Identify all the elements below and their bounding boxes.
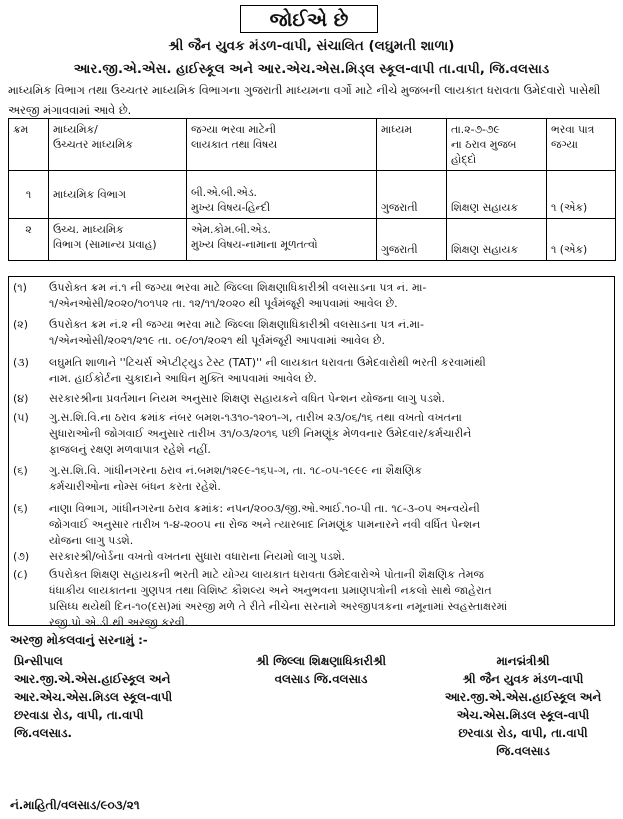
cell-qualification: એમ.કોમ.બી.એડ. મુખ્ય વિષય-નામાના મૂળતત્વો — [187, 219, 377, 261]
cell-sr: ૨ — [9, 219, 49, 261]
table-row — [9, 171, 616, 219]
col-header-department: માધ્યમિક/ ઉચ્ચતર માધ્યમિક — [49, 119, 187, 171]
page-title: જોઈએ છે — [240, 5, 378, 33]
col-header-sr: ક્રમ — [9, 119, 49, 171]
cell-qualification: બી.એ.બી.એડ. મુખ્ય વિષય-હિન્દી — [187, 171, 377, 219]
terms-list: (૧) ઉપરોક્ત ક્રમ નં.૧ ની જગ્યા ભરવા માટે જિલ્લા શિક્ષણાધિકારીશ્રી વલસાડના પત્ર નં. મા- ૧/એનઓસી/૨૦૨૦/૧૦૧૫૨ તા. ૧૨/૧૧/૨૦૨૦ થી પૂર્વમંજૂરી આપવામાં આવેલ છે. (૨) ઉપરોક્ત ક્રમ નં.૨ ની જગ્યા ભરવા માટે જિલ્લા શિક્ષણાધિકારીશ્રી વલસાડના પત્ર નં.મા- ૧/એનઓસી/૨૦૨૧/૨૧૯ તા. ૦૯/૦૧/૨૦૨૧ થી પૂર્વમંજૂરી આપવામાં આવેલ છે. (૩) લઘુમતિ શાળાને ''ટિચર્સ એપ્ટીટ્યુડ ટેસ્ટ (TAT)'' ની લાયકાત ધરાવતા ઉમેદવારોથી ભરતી કરવામાંથી નામ. હાઈકોર્ટના ચુકાદાને આધિન મુક્તિ આપવામાં આવેલ છે. (૪) સરકારશ્રીના પ્રવર્તમાન નિયમ અનુસાર શિક્ષણ સહાયકને વધિત પેન્શન યોજના લાગુ પડશે. (૫) ગુ.સ.શિ.વિ.ના ઠરાવ ક્રમાંક નંબર બમશ-૧૩૧૦-૧૨૦૧-ગ, તારીખ ૨૩/૦૬/૧૬ તથા વખતો વખતના સુધારાઓની જોગવાઈ અનુસાર તારીખ ૩૧/૦૩/૨૦૧૬ પછી નિમણૂંક મેળવનાર ઉમેદવાર/કર્મચારીને ફાજલનું રક્ષણ મળવાપાત્ર રહેશે નહીં. (૬) ગુ.સ.શિ.વિ. ગાંધીનગરના ઠરાવ નં.બમશ/૧૨૯૯-૧૬૫-ગ, તા. ૧૮-૦૫-૧૯૯૯ ના શૈક્ષણિક કર્મચારીઓના નોમ્સ બંધન કરતા રહેશે. (૬) નાણા વિભાગ, ગાંધીનગરના ઠરાવ ક્રમાંક: નપન/૨૦૦૩/જી.ઓ.આઈ.૧૦-પી તા. ૧૮-૩-૦૫ અન્વયેની જોગવાઈ અનુસાર તારીખ ૧-૪-૨૦૦૫ ના રોજ અને ત્યારબાદ નિમણૂંક પામનારને નવી વર્ધિત પેન્શન યોજના લાગુ પડશે. (૭) સરકારશ્રી/બોર્ડના વખતો વખતના સુધારા વધારાના નિયમો લાગુ પડશે. (૮) ઉપરોક્ત શિક્ષણ સહાયકની ભરતી માટે યોગ્ય લાયકાત ધરાવતા ઉમેદવારોએ પોતાની શૈક્ષણિક તેમજ ધંધાકીય લાયકાતના ગુણપત્ર તથા વિશિષ્ટ કૌશલ્ય અને અનુભવના પ્રમાણપત્રોની નકલો સાથે જાહેરાત પ્રસિધ્ધ થયેથી દિન-૧૦(દસ)માં અરજી મળે તે રીતે નીચેના સરનામે અરજીપત્રકના નમૂનામાં સ્વહસ્તાક્ષરમાં રજી.પો.એ.ડી.થી અરજી કરવી. — [8, 276, 615, 626]
school-line: આર.જી.એ.એસ. હાઈસ્કૂલ અને આર.એચ.એસ.મિડ્લ સ્કૂલ-વાપી તા.વાપી, જિ.વલસાડ — [73, 62, 550, 77]
cell-count: ૧ (એક) — [547, 219, 616, 261]
address-principal: પ્રિન્સીપાલ આર.જી.એ.એસ.હાઈસ્કૂલ અને આર.એચ.એસ.મિડલ સ્કૂલ-વાપી છરવાડા રોડ, વાપી, તા.વાપી જિ.વલસાડ. — [14, 654, 173, 740]
cell-post: શિક્ષણ સહાયક — [447, 219, 547, 261]
address-deo: શ્રી જિલ્લા શિક્ષણાધિકારીશ્રી વલસાડ જિ.વલસાડ — [256, 654, 386, 686]
intro-text: માધ્યમિક વિભાગ તથા ઉચ્ચતર માધ્યમિક વિભાગના ગુજરાતી માધ્યમના વર્ગો માટે નીચે મુજબની લાયકાત ધરાવતા ઉમેદવારો પાસેથી અરજી મંગાવવામાં આવે છે. — [8, 83, 601, 117]
address-secretary: માનદ્મંત્રીશ્રી શ્રી જૈન યુવક મંડળ-વાપી આર.જી.એ.એસ.હાઈસ્કૂલ અને એચ.એસ.મિડલ સ્કૂલ-વાપી છરવાડા રોડ, વાપી, તા.વાપી જિ.વલસાડ — [444, 654, 602, 758]
vacancy-table — [8, 118, 616, 261]
address-label: અરજી મોકલવાનું સરનામું :- — [10, 633, 148, 647]
col-header-qualification: જગ્યા ભરવા માટેની લાયકાત તથા વિષય — [187, 119, 377, 171]
table-header-row — [9, 119, 616, 171]
col-header-medium: માધ્યમ — [377, 119, 447, 171]
cell-department: ઉચ્ચ. માધ્યમિક વિભાગ (સામાન્ય પ્રવાહ) — [49, 219, 187, 261]
cell-medium: ગુજરાતી — [377, 171, 447, 219]
organization-line: શ્રી જૈન યુવક મંડળ-વાપી, સંચાલિત (લઘુમતી શાળા) — [168, 38, 455, 54]
cell-count: ૧ (એક) — [547, 171, 616, 219]
footer-reference: નં.માહિતી/વલસાડ/૯૦૩/૨૧ — [10, 798, 140, 812]
col-header-post: તા.૨-૭-૭૯ ના ઠરાવ મુજબ હોદ્દો — [447, 119, 547, 171]
cell-medium: ગુજરાતી — [377, 219, 447, 261]
col-header-posts: ભરવા પાત્ર જગ્યા — [547, 119, 616, 171]
cell-department: માધ્યમિક વિભાગ — [49, 171, 187, 219]
cell-sr: ૧ — [9, 171, 49, 219]
cell-post: શિક્ષણ સહાયક — [447, 171, 547, 219]
table-row — [9, 219, 616, 261]
